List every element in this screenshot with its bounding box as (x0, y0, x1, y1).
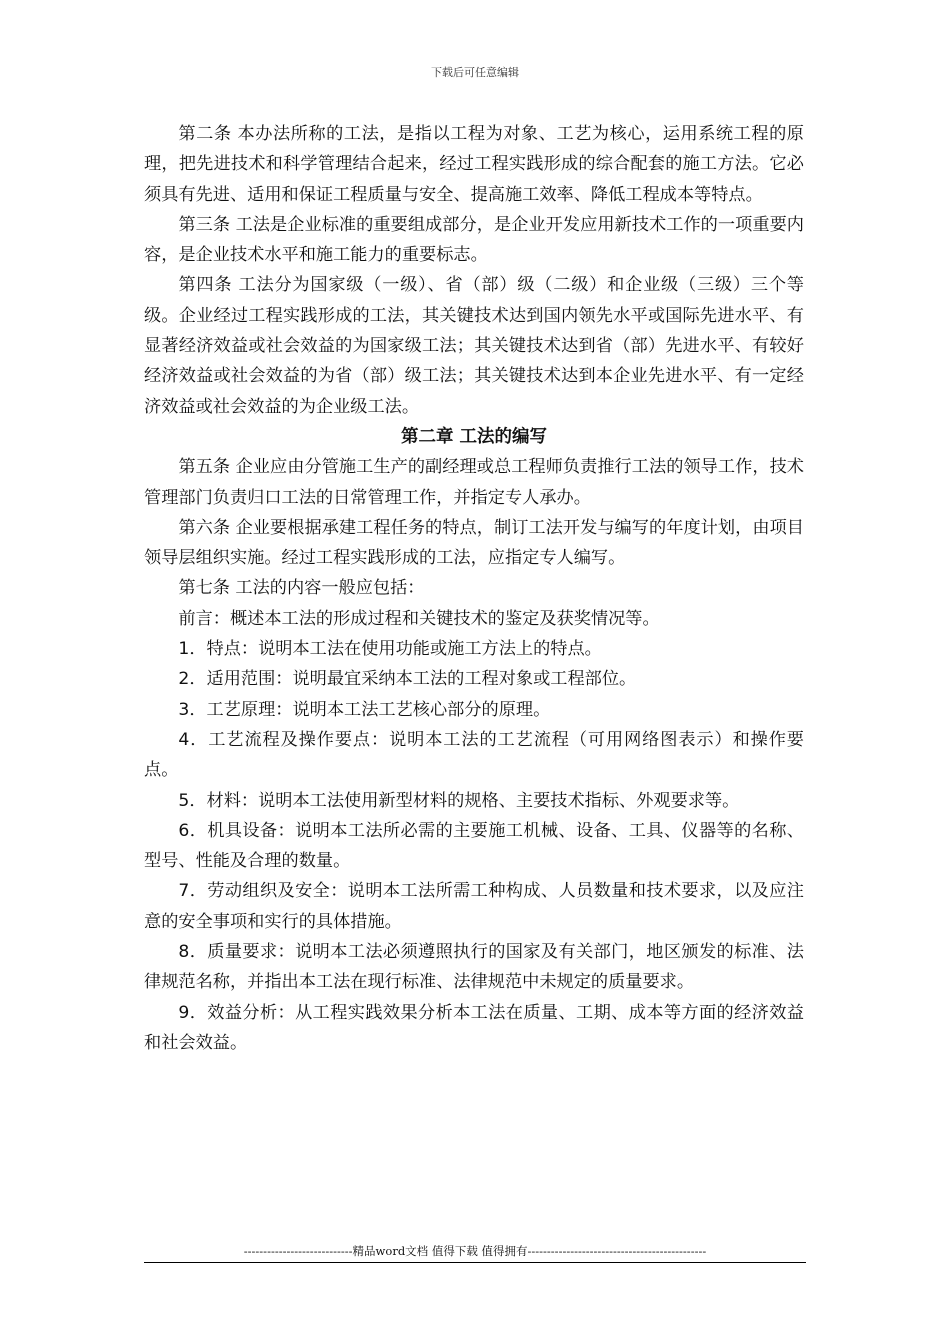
list-item-7: 7．劳动组织及安全：说明本工法所需工种构成、人员数量和技术要求，以及应注意的安全事项和实行的具体措施。 (144, 881, 804, 932)
preface-item: 前言：概述本工法的形成过程和关键技术的鉴定及获奖情况等。 (178, 608, 660, 629)
chapter-title: 第二章 工法的编写 (400, 426, 548, 447)
list-item-8: 8．质量要求：说明本工法必须遵照执行的国家及有关部门，地区颁发的标准、法律规范名称，并指出本工法在现行标准、法律规范中未规定的质量要求。 (144, 942, 804, 993)
page-header: 下载后可任意编辑 (431, 66, 519, 79)
article-2: 第二条 本办法所称的工法，是指以工程为对象、工艺为核心，运用系统工程的原理，把先进技术和科学管理结合起来，经过工程实践形成的综合配套的施工方法。它必须具有先进、适用和保证工程质量与安全、提高施工效率、降低工程成本等特点。 (144, 124, 804, 205)
article-4: 第四条 工法分为国家级（一级）、省（部）级（二级）和企业级（三级）三个等级。企业经过工程实践形成的工法，其关键技术达到国内领先水平或国际先进水平、有显著经济效益或社会效益的为国家级工法；其关键技术达到省（部）先进水平、有较好经济效益或社会效益的为省（部）级工法；其关键技术达到本企业先进水平、有一定经济效益或社会效益的为企业级工法。 (144, 275, 804, 417)
document-body (144, 119, 804, 1058)
list-item-3: 3．工艺原理：说明本工法工艺核心部分的原理。 (178, 699, 551, 720)
article-7: 第七条 工法的内容一般应包括： (178, 578, 425, 599)
list-item-1: 1．特点：说明本工法在使用功能或施工方法上的特点。 (178, 639, 602, 660)
article-6: 第六条 企业要根据承建工程任务的特点，制订工法开发与编写的年度计划，由项目领导层组织实施。经过工程实践形成的工法，应指定专人编写。 (144, 517, 804, 569)
list-item-6: 6．机具设备：说明本工法所必需的主要施工机械、设备、工具、仪器等的名称、型号、性能及合理的数量。 (144, 820, 804, 872)
list-item-4: 4．工艺流程及操作要点：说明本工法的工艺流程（可用网络图表示）和操作要点。 (144, 729, 804, 781)
list-item-9: 9．效益分析：从工程实践效果分析本工法在质量、工期、成本等方面的经济效益和社会效益。 (144, 1002, 804, 1053)
list-item-2: 2．适用范围：说明最宜采纳本工法的工程对象或工程部位。 (178, 669, 637, 690)
article-5: 第五条 企业应由分管施工生产的副经理或总工程师负责推行工法的领导工作，技术管理部门负责归口工法的日常管理工作，并指定专人承办。 (144, 457, 804, 508)
footer-divider (144, 1262, 806, 1263)
article-3: 第三条 工法是企业标准的重要组成部分，是企业开发应用新技术工作的一项重要内容，是企业技术水平和施工能力的重要标志。 (144, 214, 804, 266)
list-item-5: 5．材料：说明本工法使用新型材料的规格、主要技术指标、外观要求等。 (178, 790, 740, 811)
page-footer: ----------------------------精品word文档 值得下载 值得拥有---------------------------------------------- (243, 1244, 707, 1258)
